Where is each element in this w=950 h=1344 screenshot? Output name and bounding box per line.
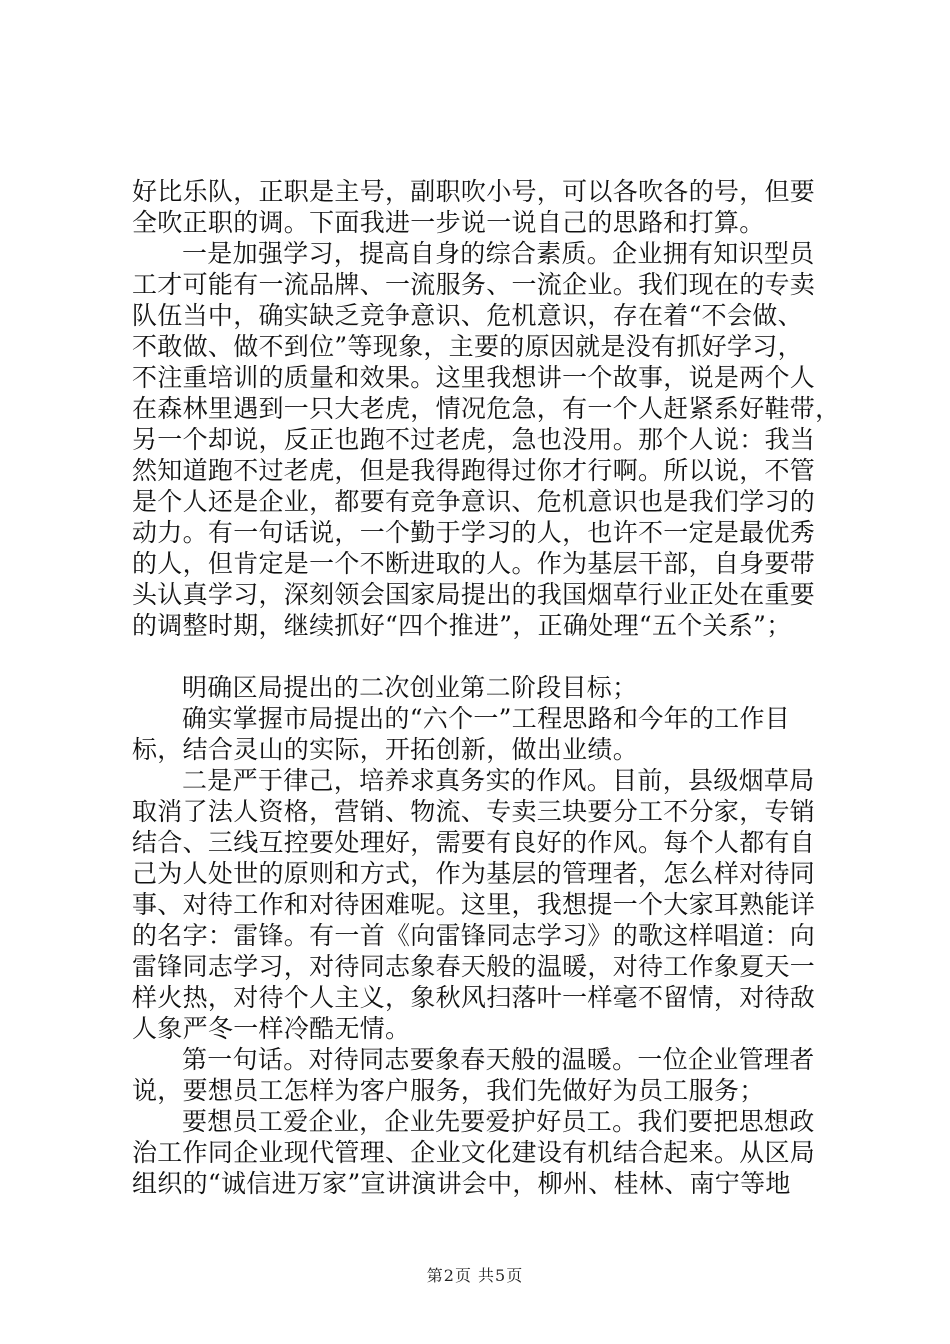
text-line: 另一个却说，反正也跑不过老虎，急也没用。那个人说：我当 <box>132 425 816 454</box>
text-line: 好比乐队，正职是主号，副职吹小号，可以各吹各的号，但要 <box>132 177 816 206</box>
text-line: 在森林里遇到一只大老虎，情况危急，有一个人赶紧系好鞋带， <box>132 394 841 423</box>
text-line: 的名字：雷锋。有一首《向雷锋同志学习》的歌这样唱道：向 <box>132 921 816 950</box>
text-line: 事、对待工作和对待困难呢。这里，我想提一个大家耳熟能详 <box>132 890 816 919</box>
text-line: 的人，但肯定是一个不断进取的人。作为基层干部，自身要带 <box>132 549 816 578</box>
text-line: 是个人还是企业，都要有竞争意识、危机意识也是我们学习的 <box>132 487 816 516</box>
paragraph-start-line: 要想员工爱企业，企业先要爱护好员工。我们要把思想政 <box>182 1107 815 1136</box>
text-line: 结合、三线互控要处理好，需要有良好的作风。每个人都有自 <box>132 828 816 857</box>
text-line: 说，要想员工怎样为客户服务，我们先做好为员工服务； <box>132 1076 765 1105</box>
text-line: 雷锋同志学习，对待同志象春天般的温暖，对待工作象夏天一 <box>132 952 816 981</box>
text-line: 己为人处世的原则和方式，作为基层的管理者，怎么样对待同 <box>132 859 816 888</box>
paragraph-start-line: 二是严于律己，培养求真务实的作风。目前，县级烟草局 <box>182 766 815 795</box>
text-line: 人象严冬一样冷酷无情。 <box>132 1014 411 1043</box>
text-line: 取消了法人资格，营销、物流、专卖三块要分工不分家，专销 <box>132 797 816 826</box>
text-line: 不敢做、做不到位”等现象，主要的原因就是没有抓好学习， <box>132 332 803 361</box>
text-line: 不注重培训的质量和效果。这里我想讲一个故事，说是两个人 <box>132 363 816 392</box>
paragraph-gap <box>132 641 832 672</box>
paragraph-start-line: 一是加强学习，提高自身的综合素质。企业拥有知识型员 <box>182 239 815 268</box>
text-line: 的调整时期，继续抓好“四个推进”，正确处理“五个关系”； <box>132 611 792 640</box>
paragraph-start-line: 第一句话。对待同志要象春天般的温暖。一位企业管理者 <box>182 1045 815 1074</box>
text-line: 队伍当中，确实缺乏竞争意识、危机意识，存在着“不会做、 <box>132 301 803 330</box>
text-line: 标，结合灵山的实际，开拓创新，做出业绩。 <box>132 735 639 764</box>
page-footer: 第2页 共5页 <box>426 1266 524 1285</box>
paragraph-start-line: 明确区局提出的二次创业第二阶段目标； <box>182 673 638 702</box>
text-line: 治工作同企业现代管理、企业文化建设有机结合起来。从区局 <box>132 1138 816 1167</box>
text-line: 然知道跑不过老虎，但是我得跑得过你才行啊。所以说，不管 <box>132 456 816 485</box>
text-line: 头认真学习，深刻领会国家局提出的我国烟草行业正处在重要 <box>132 580 816 609</box>
paragraph-start-line: 确实掌握市局提出的“六个一”工程思路和今年的工作目 <box>182 704 791 733</box>
text-line: 动力。有一句话说，一个勤于学习的人，也许不一定是最优秀 <box>132 518 816 547</box>
document-body <box>132 176 841 1199</box>
text-line: 全吹正职的调。下面我进一步说一说自己的思路和打算。 <box>132 208 765 237</box>
text-line: 组织的“诚信进万家”宣讲演讲会中，柳州、桂林、南宁等地 <box>132 1169 791 1198</box>
text-line: 样火热，对待个人主义，象秋风扫落叶一样毫不留情，对待敌 <box>132 983 816 1012</box>
text-line: 工才可能有一流品牌、一流服务、一流企业。我们现在的专卖 <box>132 270 816 299</box>
